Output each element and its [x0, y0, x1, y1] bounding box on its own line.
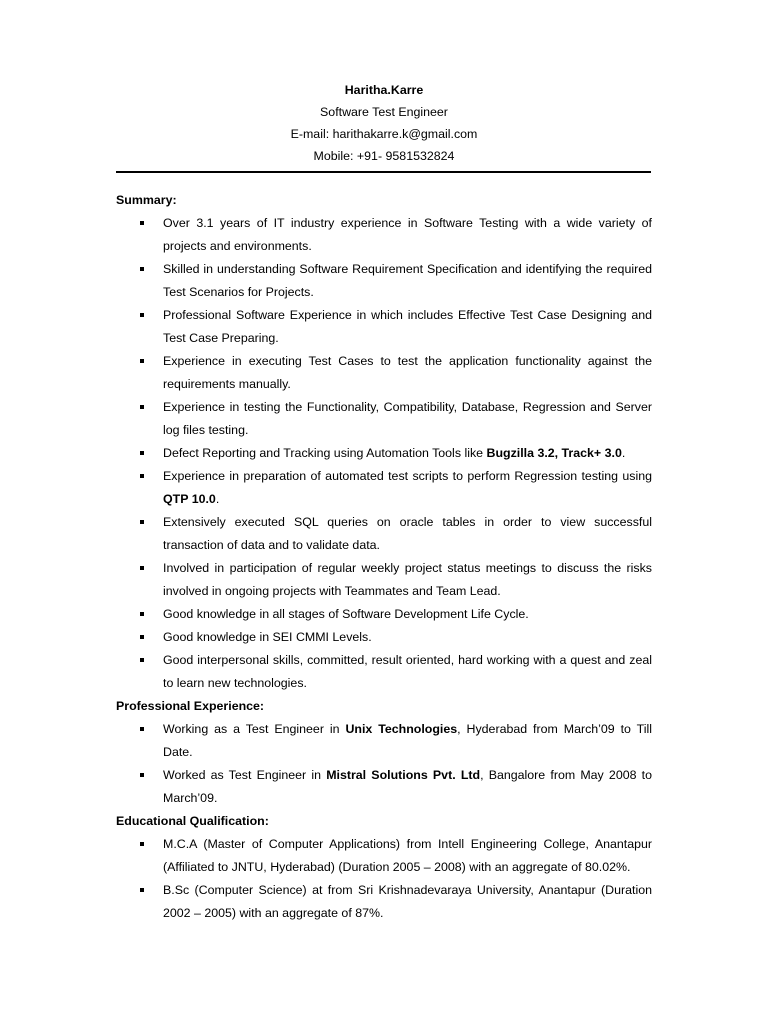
item-text: Involved in participation of regular weekly project status meetings to discuss the risks involved in ongoing projects with Teammates and Team Lead.	[163, 561, 652, 598]
bold-text: QTP 10.0	[163, 492, 216, 506]
candidate-email: E-mail: harithakarre.k@gmail.com	[290, 127, 478, 141]
education-list	[116, 833, 652, 925]
item-text: M.C.A (Master of Computer Applications) from Intell Engineering College, Anantapur (Affiliated to JNTU, Hyderabad) (Duration 2005 – 2008) with an aggregate of 80.02%.	[163, 837, 652, 874]
candidate-name: Haritha.Karre	[344, 83, 424, 97]
list-item	[116, 350, 652, 396]
experience-heading: Professional Experience:	[116, 699, 265, 713]
item-text: Extensively executed SQL queries on oracle tables in order to view successful transaction of data and to validate data.	[163, 515, 652, 552]
resume-header	[0, 79, 768, 167]
candidate-title: Software Test Engineer	[320, 105, 448, 119]
list-item	[116, 833, 652, 879]
list-item	[116, 603, 652, 626]
item-text: Working as a Test Engineer in	[163, 722, 346, 736]
item-text: Experience in preparation of automated test scripts to perform Regression testing using	[163, 469, 652, 483]
item-text: Good knowledge in all stages of Software Development Life Cycle.	[163, 607, 529, 621]
item-text: Worked as Test Engineer in	[163, 768, 327, 782]
list-item	[116, 465, 652, 511]
summary-list	[116, 212, 652, 695]
item-text: Professional Software Experience in which includes Effective Test Case Designing and Test Case Preparing.	[163, 308, 652, 345]
list-item	[116, 442, 652, 465]
item-text: Defect Reporting and Tracking using Automation Tools like	[163, 446, 487, 460]
list-item	[116, 258, 652, 304]
list-item	[116, 396, 652, 442]
item-text: Good interpersonal skills, committed, result oriented, hard working with a quest and zeal to learn new technologies.	[163, 653, 652, 690]
item-text: Experience in executing Test Cases to test the application functionality against the requirements manually.	[163, 354, 652, 391]
list-item	[116, 304, 652, 350]
education-heading: Educational Qualification:	[116, 814, 269, 828]
item-text: Good knowledge in SEI CMMI Levels.	[163, 630, 372, 644]
experience-list	[116, 718, 652, 810]
item-text: Over 3.1 years of IT industry experience in Software Testing with a wide variety of projects and environments.	[163, 216, 652, 253]
header-divider	[116, 171, 651, 173]
item-text: .	[621, 446, 626, 460]
item-text: , Hyderabad from March’09 to Till Date.	[163, 722, 653, 759]
list-item	[116, 557, 652, 603]
list-item	[116, 764, 652, 810]
item-text: .	[215, 492, 220, 506]
list-item	[116, 879, 652, 925]
list-item	[116, 718, 652, 764]
item-text: , Bangalore from May 2008 to March’09.	[163, 768, 652, 805]
bold-text: Mistral Solutions Pvt. Ltd	[326, 768, 481, 782]
bold-text: Bugzilla 3.2, Track+ 3.0	[486, 446, 622, 460]
item-text: B.Sc (Computer Science) at from Sri Krishnadevaraya University, Anantapur (Duration 2002 – 2005) with an aggregate of 87%.	[163, 883, 652, 920]
candidate-mobile: Mobile: +91- 9581532824	[313, 149, 455, 163]
list-item	[116, 511, 652, 557]
list-item	[116, 626, 652, 649]
item-text: Experience in testing the Functionality, Compatibility, Database, Regression and Server log files testing.	[163, 400, 652, 437]
list-item	[116, 649, 652, 695]
summary-heading: Summary:	[116, 193, 177, 207]
item-text: Skilled in understanding Software Requirement Specification and identifying the required Test Scenarios for Projects.	[163, 262, 652, 299]
bold-text: Unix Technologies	[345, 722, 458, 736]
resume-body	[116, 189, 652, 925]
list-item	[116, 212, 652, 258]
